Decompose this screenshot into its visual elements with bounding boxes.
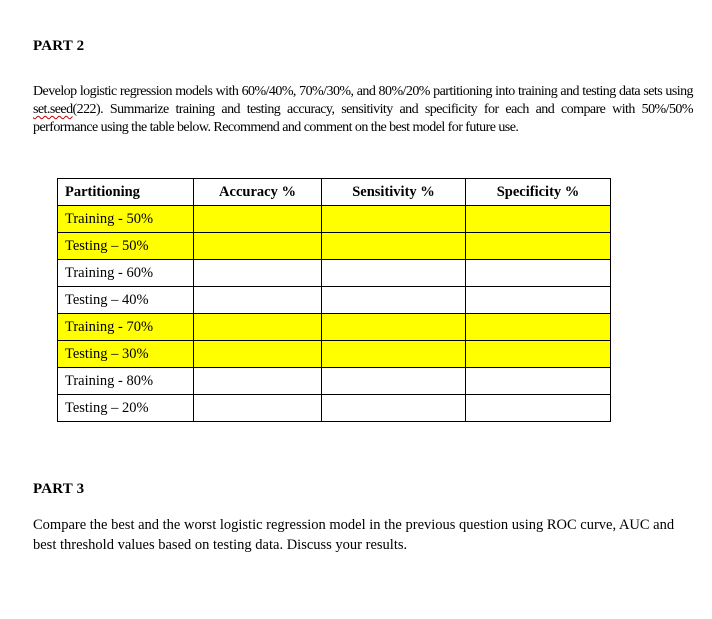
part3-instructions: Compare the best and the worst logistic regression model in the previous question using ROC curve, AUC and best threshold values based on testing data. Discuss your results. <box>33 517 675 553</box>
row-label: Training - 50% <box>58 206 194 233</box>
accuracy-cell[interactable] <box>194 314 322 341</box>
specificity-cell[interactable] <box>466 314 611 341</box>
specificity-cell[interactable] <box>466 368 611 395</box>
part2-text-after: (222). Summarize training and testing accuracy, sensitivity and specificity for each and compare with 50%/50% performance using the table below. Recommend and comment on the best model for future use. <box>33 102 693 135</box>
table-row <box>58 341 611 368</box>
specificity-cell[interactable] <box>466 233 611 260</box>
table-row <box>58 206 611 233</box>
accuracy-cell[interactable] <box>194 368 322 395</box>
header-specificity: Specificity % <box>466 179 611 206</box>
specificity-cell[interactable] <box>466 287 611 314</box>
row-label: Testing – 50% <box>58 233 194 260</box>
sensitivity-cell[interactable] <box>322 314 466 341</box>
specificity-cell[interactable] <box>466 395 611 422</box>
header-partitioning: Partitioning <box>58 179 194 206</box>
table-row <box>58 314 611 341</box>
table-row <box>58 368 611 395</box>
row-label: Training - 80% <box>58 368 194 395</box>
accuracy-cell[interactable] <box>194 206 322 233</box>
sensitivity-cell[interactable] <box>322 233 466 260</box>
row-label: Testing – 30% <box>58 341 194 368</box>
row-label: Testing – 20% <box>58 395 194 422</box>
row-label: Training - 60% <box>58 260 194 287</box>
specificity-cell[interactable] <box>466 260 611 287</box>
header-sensitivity: Sensitivity % <box>322 179 466 206</box>
table-row <box>58 233 611 260</box>
specificity-cell[interactable] <box>466 206 611 233</box>
table-row <box>58 395 611 422</box>
row-label: Testing – 40% <box>58 287 194 314</box>
sensitivity-cell[interactable] <box>322 287 466 314</box>
table-row <box>58 260 611 287</box>
accuracy-cell[interactable] <box>194 233 322 260</box>
sensitivity-cell[interactable] <box>322 341 466 368</box>
part2-instructions <box>33 83 693 137</box>
part2-heading: PART 2 <box>33 38 85 54</box>
table-row <box>58 287 611 314</box>
set-seed-code: set.seed <box>33 102 73 117</box>
part3-heading: PART 3 <box>33 481 85 497</box>
accuracy-cell[interactable] <box>194 260 322 287</box>
results-table <box>57 178 611 422</box>
accuracy-cell[interactable] <box>194 395 322 422</box>
part2-text-before: Develop logistic regression models with 60%/40%, 70%/30%, and 80%/20% partitioning into training and testing data sets using <box>33 84 693 99</box>
header-accuracy: Accuracy % <box>194 179 322 206</box>
sensitivity-cell[interactable] <box>322 395 466 422</box>
sensitivity-cell[interactable] <box>322 206 466 233</box>
accuracy-cell[interactable] <box>194 341 322 368</box>
sensitivity-cell[interactable] <box>322 260 466 287</box>
accuracy-cell[interactable] <box>194 287 322 314</box>
specificity-cell[interactable] <box>466 341 611 368</box>
table-header-row <box>58 179 611 206</box>
row-label: Training - 70% <box>58 314 194 341</box>
sensitivity-cell[interactable] <box>322 368 466 395</box>
